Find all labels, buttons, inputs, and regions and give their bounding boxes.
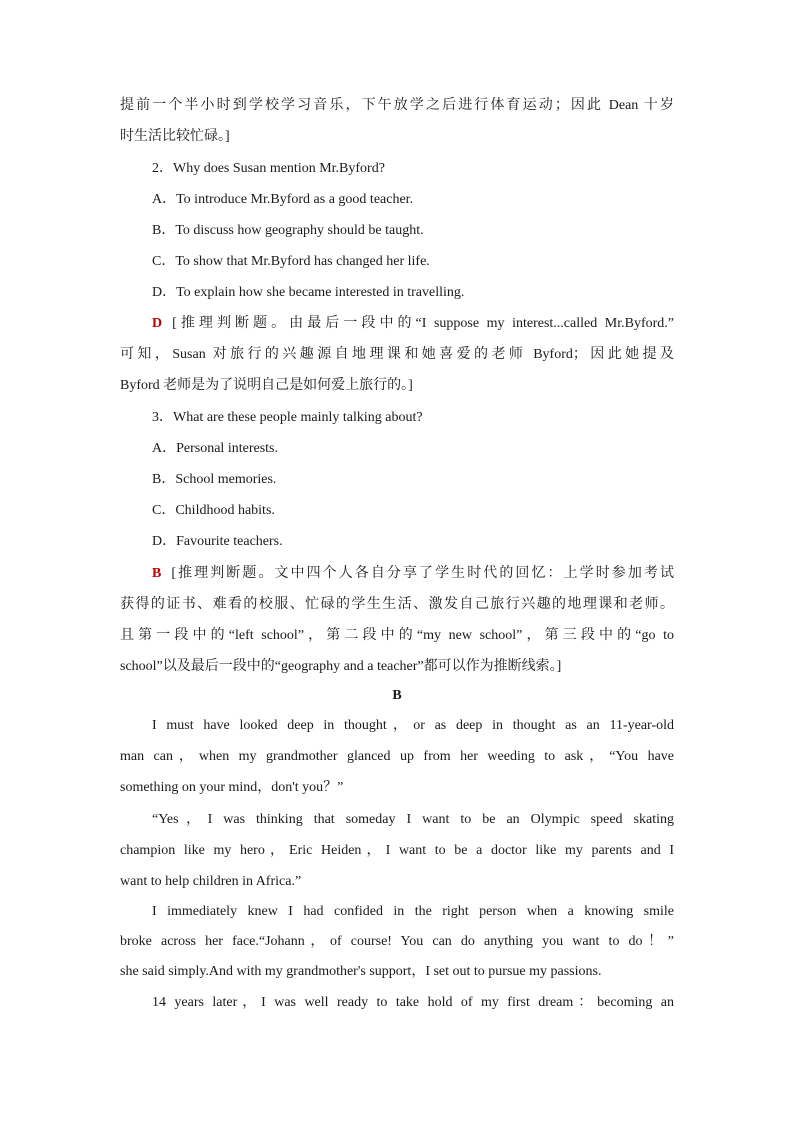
passage-line: something on your mind，don't you？” [120,780,344,795]
q2-explanation-line-2: 可知，Susan 对旅行的兴趣源自地理课和她喜爱的老师 Byford；因此她提及 [120,347,674,362]
passage-line: she said simply.And with my grandmother's support，I set out to pursue my passions. [120,964,602,979]
q2-explanation-line-3: Byford 老师是为了说明自己是如何爱上旅行的。] [120,378,413,393]
q2-stem: 2．Why does Susan mention Mr.Byford? [152,161,385,176]
passage-line: “Yes，I was thinking that someday I want to be an Olympic speed skating [152,812,674,827]
q2-answer: D [152,316,163,331]
passage-line: I immediately knew I had confided in the right person when a knowing smile [152,904,674,919]
q3-answer: B [152,566,162,581]
q2-option-d: D．To explain how she became interested in travelling. [152,285,465,300]
q1-explanation-line-2: 时生活比较忙碌。] [120,129,230,144]
q3-option-a: A．Personal interests. [152,441,278,456]
passage-line: broke across her face.“Johann，of course! You can do anything you want to do！” [120,934,674,949]
q3-option-d: D．Favourite teachers. [152,534,283,549]
q3-explanation-line-4: school”以及最后一段中的“geography and a teacher”都可以作为推断线索。] [120,659,562,674]
q3-option-c: C．Childhood habits. [152,503,275,518]
q3-explanation-line-3: 且第一段中的“left school”，第二段中的“my new school”，第三段中的“go to [120,628,674,643]
q1-explanation-line-1: 提前一个半小时到学校学习音乐，下午放学之后进行体育运动；因此 Dean 十岁 [120,98,674,113]
q2-option-a: A．To introduce Mr.Byford as a good teacher. [152,192,414,207]
q2-explanation-line-1: D [推理判断题。由最后一段中的“I suppose my interest...called Mr.Byford.” [152,316,674,331]
passage-line: want to help children in Africa.” [120,874,302,889]
q3-option-b: B．School memories. [152,472,277,487]
q3-explanation-line-1: B [推理判断题。文中四个人各自分享了学生时代的回忆：上学时参加考试 [152,566,674,581]
passage-line: I must have looked deep in thought，or as deep in thought as an 11-year-old [152,718,674,733]
passage-line: man can，when my grandmother glanced up from her weeding to ask，“You have [120,749,674,764]
q3-explanation-line-2: 获得的证书、难看的校服、忙碌的学生生活、激发自己旅行兴趣的地理课和老师。 [120,597,674,612]
q2-option-b: B．To discuss how geography should be taught. [152,223,424,238]
q2-option-c: C．To show that Mr.Byford has changed her life. [152,254,430,269]
section-b-heading: B [392,688,402,703]
passage-line: 14 years later，I was well ready to take hold of my first dream：becoming an [152,995,674,1010]
passage-line: champion like my hero，Eric Heiden，I want to be a doctor like my parents and I [120,843,674,858]
q3-stem: 3．What are these people mainly talking about? [152,410,423,425]
